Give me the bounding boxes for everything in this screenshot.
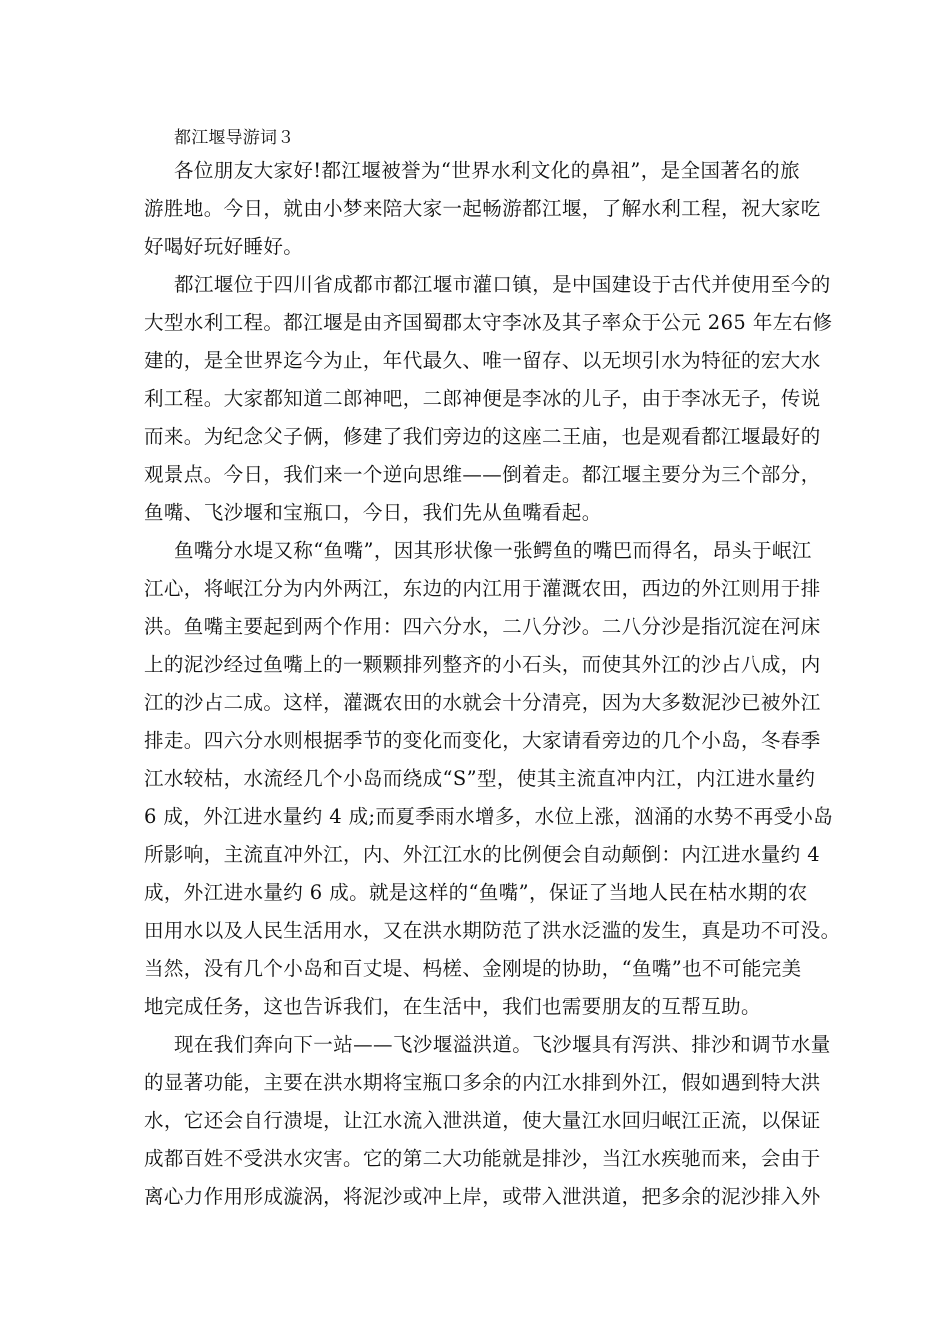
text-line: 所影响，主流直冲外江，内、外江江水的比例便会自动颠倒：内江进水量约 4 bbox=[144, 843, 821, 866]
text-line: 大型水利工程。都江堰是由齐国蜀郡太守李冰及其子率众于公元 265 年左右修 bbox=[144, 311, 833, 334]
text-line: 游胜地。今日，就由小梦来陪大家一起畅游都江堰，了解水利工程，祝大家吃 bbox=[144, 197, 821, 220]
text-line: 现在我们奔向下一站——飞沙堰溢洪道。飞沙堰具有泻洪、排沙和调节水量 bbox=[174, 1033, 831, 1056]
text-line: 离心力作用形成漩涡，将泥沙或冲上岸，或带入泄洪道，把多余的泥沙排入外 bbox=[144, 1185, 821, 1208]
text-line: 江心，将岷江分为内外两江，东边的内江用于灌溉农田，西边的外江则用于排 bbox=[144, 577, 821, 600]
text-line: 好喝好玩好睡好。 bbox=[144, 235, 304, 258]
text-line: 田用水以及人民生活用水，又在洪水期防范了洪水泛滥的发生，真是功不可没。 bbox=[144, 919, 841, 942]
text-line: 鱼嘴、飞沙堰和宝瓶口，今日，我们先从鱼嘴看起。 bbox=[144, 501, 602, 524]
text-line: 排走。四六分水则根据季节的变化而变化，大家请看旁边的几个小岛，冬春季 bbox=[144, 729, 821, 752]
text-line: 都江堰位于四川省成都市都江堰市灌口镇，是中国建设于古代并使用至今的 bbox=[174, 273, 831, 296]
text-line: 成都百姓不受洪水灾害。它的第二大功能就是排沙，当江水疾驰而来，会由于 bbox=[144, 1147, 821, 1170]
text-line: 成，外江进水量约 6 成。就是这样的“鱼嘴”，保证了当地人民在枯水期的农 bbox=[144, 881, 808, 904]
text-line: 建的，是全世界迄今为止，年代最久、唯一留存、以无坝引水为特征的宏大水 bbox=[144, 349, 821, 372]
text-line: 6 成，外江进水量约 4 成;而夏季雨水增多，水位上涨，汹涌的水势不再受小岛 bbox=[144, 805, 834, 828]
text-line: 上的泥沙经过鱼嘴上的一颗颗排列整齐的小石头，而使其外江的沙占八成，内 bbox=[144, 653, 821, 676]
text-line: 地完成任务，这也告诉我们，在生活中，我们也需要朋友的互帮互助。 bbox=[144, 995, 761, 1018]
text-line: 江水较枯，水流经几个小岛而绕成“S”型，使其主流直冲内江，内江进水量约 bbox=[144, 767, 816, 790]
text-line: 鱼嘴分水堤又称“鱼嘴”，因其形状像一张鳄鱼的嘴巴而得名，昂头于岷江 bbox=[174, 539, 812, 562]
text-line: 江的沙占二成。这样，灌溉农田的水就会十分清亮，因为大多数泥沙已被外江 bbox=[144, 691, 821, 714]
text-line: 的显著功能，主要在洪水期将宝瓶口多余的内江水排到外江，假如遇到特大洪 bbox=[144, 1071, 821, 1094]
document-title: 都江堰导游词３ bbox=[174, 128, 295, 148]
text-line: 利工程。大家都知道二郎神吧，二郎神便是李冰的儿子，由于李冰无子，传说 bbox=[144, 387, 821, 410]
text-line: 当然，没有几个小岛和百丈堤、杩槎、金刚堤的协助，“鱼嘴”也不可能完美 bbox=[144, 957, 802, 980]
text-line: 而来。为纪念父子俩，修建了我们旁边的这座二王庙，也是观看都江堰最好的 bbox=[144, 425, 821, 448]
text-line: 观景点。今日，我们来一个逆向思维——倒着走。都江堰主要分为三个部分， bbox=[144, 463, 821, 486]
text-line: 洪。鱼嘴主要起到两个作用：四六分水，二八分沙。二八分沙是指沉淀在河床 bbox=[144, 615, 821, 638]
text-line: 水，它还会自行溃堤，让江水流入泄洪道，使大量江水回归岷江正流，以保证 bbox=[144, 1109, 821, 1132]
text-line: 各位朋友大家好!都江堰被誉为“世界水利文化的鼻祖”，是全国著名的旅 bbox=[174, 159, 800, 182]
